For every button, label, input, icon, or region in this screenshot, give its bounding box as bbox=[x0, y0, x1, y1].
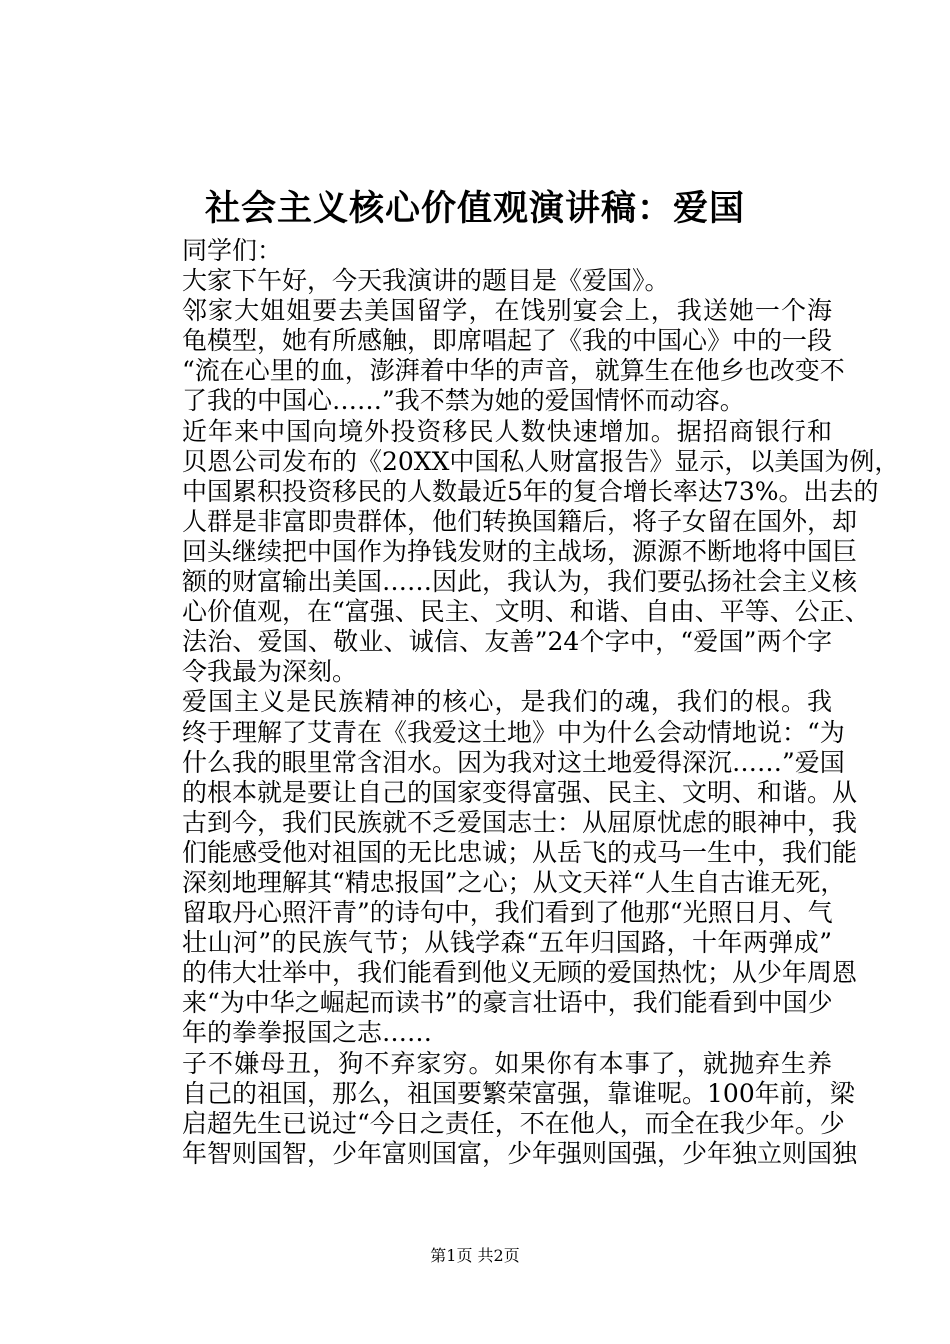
document-body bbox=[132, 236, 900, 1169]
text-line: 壮山河”的民族气节；从钱学森“五年归国路，十年两弹成” bbox=[182, 928, 832, 958]
text-line: 贝恩公司发布的《20XX中国私人财富报告》显示，以美国为例， bbox=[182, 446, 900, 476]
text-line: 额的财富输出美国……因此，我认为，我们要弘扬社会主义核 bbox=[182, 567, 858, 597]
text-line: 法治、爱国、敬业、诚信、友善”24个字中，“爱国”两个字 bbox=[182, 627, 832, 657]
text-line: 年的拳拳报国之志…… bbox=[182, 1018, 433, 1048]
paragraph bbox=[132, 266, 832, 296]
text-line: 留取丹心照汗青”的诗句中，我们看到了他那“光照日月、气 bbox=[182, 898, 833, 928]
text-line: 大家下午好，今天我演讲的题目是《爱国》。 bbox=[182, 266, 670, 296]
text-line: 深刻地理解其“精忠报国”之心；从文天祥“人生自古谁无死， bbox=[182, 867, 846, 897]
text-line: 来“为中华之崛起而读书”的豪言壮语中，我们能看到中国少 bbox=[182, 988, 833, 1018]
text-line: 中国累积投资移民的人数最近5年的复合增长率达73%。出去的 bbox=[182, 476, 879, 506]
text-line: 的根本就是要让自己的国家变得富强、民主、文明、和谐。从 bbox=[182, 777, 858, 807]
paragraph bbox=[132, 296, 845, 416]
text-line: 年智则国智，少年富则国富，少年强则国强，少年独立则国独 bbox=[182, 1138, 858, 1168]
text-line: 启超先生已说过“今日之责任，不在他人，而全在我少年。少 bbox=[182, 1108, 845, 1138]
text-line: 什么我的眼里常含泪水。因为我对这土地爱得深沉……”爱国 bbox=[182, 747, 845, 777]
text-line: 终于理解了艾青在《我爱这土地》中为什么会动情地说：“为 bbox=[182, 717, 845, 747]
paragraph bbox=[132, 1048, 858, 1169]
text-line: 龟模型，她有所感触，即席唱起了《我的中国心》中的一段 bbox=[182, 326, 833, 356]
text-line: 的伟大壮举中，我们能看到他义无顾的爱国热忱；从少年周恩 bbox=[182, 958, 858, 988]
paragraph bbox=[132, 416, 900, 688]
text-line: 爱国主义是民族精神的核心，是我们的魂，我们的根。我 bbox=[182, 687, 832, 717]
text-line: 古到今，我们民族就不乏爱国志士：从屈原忧虑的眼神中，我 bbox=[182, 807, 858, 837]
paragraph bbox=[132, 687, 858, 1048]
text-line: 近年来中国向境外投资移民人数快速增加。据招商银行和 bbox=[182, 416, 832, 446]
paragraph bbox=[132, 236, 832, 266]
text-line: 人群是非富即贵群体，他们转换国籍后，将子女留在国外，却 bbox=[182, 506, 858, 536]
document-title: 社会主义核心价值观演讲稿：爱国 bbox=[204, 188, 745, 229]
page-footer: 第1页 共2页 bbox=[430, 1246, 520, 1265]
text-line: 同学们： bbox=[182, 236, 283, 265]
text-line: 了我的中国心……”我不禁为她的爱国情怀而动容。 bbox=[182, 386, 745, 416]
text-line: 子不嫌母丑，狗不弃家穷。如果你有本事了，就抛弃生养 bbox=[182, 1048, 832, 1078]
text-line: 令我最为深刻。 bbox=[182, 657, 358, 687]
text-line: 心价值观，在“富强、民主、文明、和谐、自由、平等、公正、 bbox=[182, 597, 870, 627]
text-line: 们能感受他对祖国的无比忠诚；从岳飞的戎马一生中，我们能 bbox=[182, 837, 858, 867]
text-line: 自己的祖国，那么，祖国要繁荣富强，靠谁呢。100年前，梁 bbox=[182, 1078, 855, 1108]
text-line: “流在心里的血，澎湃着中华的声音，就算生在他乡也改变不 bbox=[182, 356, 845, 386]
text-line: 回头继续把中国作为挣钱发财的主战场，源源不断地将中国巨 bbox=[182, 536, 858, 566]
text-line: 邻家大姐姐要去美国留学，在饯别宴会上，我送她一个海 bbox=[182, 296, 832, 326]
